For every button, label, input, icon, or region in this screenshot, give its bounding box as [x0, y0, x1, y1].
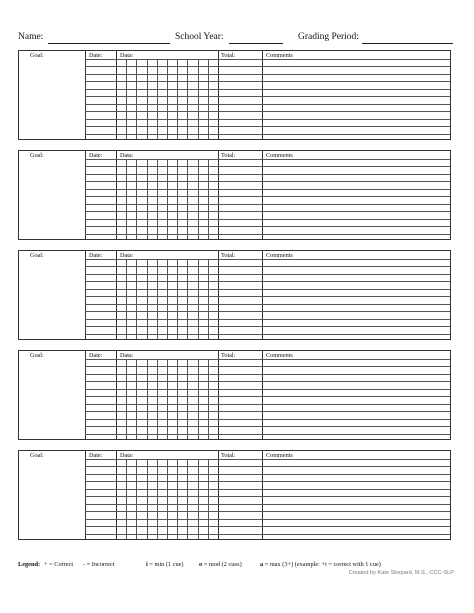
- legend-max-text: = max (3+) (example: +i = correct with 1 cue): [264, 561, 381, 568]
- grid-row-line: [85, 496, 450, 497]
- grid-row-line: [85, 74, 450, 75]
- grid-data-column-line: [147, 159, 148, 239]
- grid-row-line: [85, 111, 450, 112]
- grid-data-column-line: [198, 359, 199, 439]
- grid-row-line: [85, 226, 450, 227]
- legend-title: Legend:: [18, 561, 41, 568]
- date-label: Date:: [89, 252, 103, 259]
- grid-row-line: [85, 89, 450, 90]
- grid-row-line: [85, 326, 450, 327]
- goal-block-2: [18, 150, 451, 240]
- grid-row-line: [85, 359, 450, 360]
- grid-data-column-line: [167, 59, 168, 139]
- comments-label: Comments: [266, 52, 293, 59]
- grid-row-line: [85, 411, 450, 412]
- total-label: Total:: [221, 52, 236, 59]
- grid-data-column-line: [157, 259, 158, 339]
- grid-row-line: [85, 281, 450, 282]
- total-label: Total:: [221, 452, 236, 459]
- grid-row-line: [85, 204, 450, 205]
- comments-label: Comments: [266, 152, 293, 159]
- goal-label: Goal:: [30, 152, 44, 159]
- grid-data-column-line: [157, 159, 158, 239]
- grid-data-column-line: [187, 359, 188, 439]
- grid-row-line: [85, 474, 450, 475]
- grid-row-line: [85, 396, 450, 397]
- grid-data-column-line: [147, 59, 148, 139]
- grid-data-column-line: [187, 59, 188, 139]
- grid-data-column-line: [208, 59, 209, 139]
- legend-max: [260, 561, 381, 568]
- goal-block-5: [18, 450, 451, 540]
- grading-period-label: Grading Period:: [298, 32, 359, 42]
- grid-data-column-line: [187, 459, 188, 539]
- grid-row-line: [85, 534, 450, 535]
- grid-row-line: [85, 466, 450, 467]
- grid-data-column-line: [167, 359, 168, 439]
- grid-row-line: [85, 426, 450, 427]
- grid-row-line: [85, 104, 450, 105]
- grid-row-line: [85, 211, 450, 212]
- grid-data-column-line: [136, 159, 137, 239]
- grid-data-column-line: [177, 59, 178, 139]
- grid-row-line: [85, 434, 450, 435]
- header: [18, 32, 458, 46]
- grid-row-line: [85, 459, 450, 460]
- goal-block-4: [18, 350, 451, 440]
- date-label: Date:: [89, 452, 103, 459]
- name-label: Name:: [18, 32, 44, 42]
- grid-row-line: [85, 259, 450, 260]
- grid-row-line: [85, 489, 450, 490]
- grid-row-line: [85, 334, 450, 335]
- grid-data-column-line: [198, 459, 199, 539]
- grid-row-line: [85, 526, 450, 527]
- data-label: Data:: [120, 52, 134, 59]
- legend-min-key: i: [146, 561, 148, 568]
- legend-min-text: = min (1 cue): [149, 561, 184, 568]
- data-label: Data:: [120, 452, 134, 459]
- grid-row-line: [85, 266, 450, 267]
- grid-data-column-line: [147, 259, 148, 339]
- grid-data-column-line: [198, 59, 199, 139]
- grid-data-column-line: [177, 159, 178, 239]
- comments-label: Comments: [266, 252, 293, 259]
- grid-row-line: [85, 134, 450, 135]
- total-label: Total:: [221, 252, 236, 259]
- data-label: Data:: [120, 252, 134, 259]
- grid-row-line: [85, 274, 450, 275]
- grid-data-column-line: [157, 59, 158, 139]
- grid-row-line: [85, 311, 450, 312]
- grid-row-line: [85, 196, 450, 197]
- grid-data-column-line: [157, 459, 158, 539]
- grid-row-line: [85, 304, 450, 305]
- grid-data-column-line: [167, 459, 168, 539]
- grid-data-column-line: [126, 159, 127, 239]
- grid-row-line: [85, 66, 450, 67]
- grid-data-column-line: [136, 59, 137, 139]
- grid-data-column-line: [147, 459, 148, 539]
- credit-line: Created by Kate Shepard, M.S., CCC-SLP: [348, 570, 454, 576]
- grid-data-column-line: [187, 159, 188, 239]
- grading-period-field[interactable]: [362, 43, 453, 44]
- grid-data-column-line: [126, 459, 127, 539]
- grid-row-line: [85, 159, 450, 160]
- comments-label: Comments: [266, 452, 293, 459]
- legend-mod: [199, 561, 242, 568]
- total-label: Total:: [221, 352, 236, 359]
- grid-row-line: [85, 481, 450, 482]
- goal-block-3: [18, 250, 451, 340]
- legend-correct: + = Correct: [44, 561, 74, 568]
- grid-row-line: [85, 419, 450, 420]
- goal-label: Goal:: [30, 452, 44, 459]
- legend-mod-key: o: [199, 561, 203, 568]
- grid-data-column-line: [177, 359, 178, 439]
- grid-data-column-line: [167, 159, 168, 239]
- grid-row-line: [85, 59, 450, 60]
- legend-min: [146, 561, 183, 568]
- date-label: Date:: [89, 52, 103, 59]
- grid-data-column-line: [136, 259, 137, 339]
- grid-data-column-line: [208, 359, 209, 439]
- grid-row-line: [85, 166, 450, 167]
- grid-data-column-line: [126, 359, 127, 439]
- grid-row-line: [85, 289, 450, 290]
- grid-data-column-line: [126, 59, 127, 139]
- grid-row-line: [85, 219, 450, 220]
- goal-block-1: [18, 50, 451, 140]
- grid-data-column-line: [177, 459, 178, 539]
- grid-row-line: [85, 174, 450, 175]
- grid-data-column-line: [167, 259, 168, 339]
- grid-row-line: [85, 504, 450, 505]
- grid-row-line: [85, 189, 450, 190]
- grid-data-column-line: [147, 359, 148, 439]
- grid-data-column-line: [187, 259, 188, 339]
- grid-row-line: [85, 296, 450, 297]
- grid-data-column-line: [157, 359, 158, 439]
- grid-row-line: [85, 126, 450, 127]
- grid-data-column-line: [136, 459, 137, 539]
- total-label: Total:: [221, 152, 236, 159]
- grid-row-line: [85, 366, 450, 367]
- grid-data-column-line: [198, 259, 199, 339]
- grid-row-line: [85, 234, 450, 235]
- grid-row-line: [85, 519, 450, 520]
- data-label: Data:: [120, 152, 134, 159]
- grid-row-line: [85, 389, 450, 390]
- grid-row-line: [85, 319, 450, 320]
- goal-label: Goal:: [30, 352, 44, 359]
- date-label: Date:: [89, 152, 103, 159]
- grid-data-column-line: [198, 159, 199, 239]
- data-label: Data:: [120, 352, 134, 359]
- grid-data-column-line: [126, 259, 127, 339]
- grid-data-column-line: [208, 259, 209, 339]
- grid-row-line: [85, 374, 450, 375]
- legend-incorrect: - = Incorrect: [83, 561, 115, 568]
- grid-row-line: [85, 181, 450, 182]
- grid-data-column-line: [208, 459, 209, 539]
- grid-data-column-line: [177, 259, 178, 339]
- school-year-field[interactable]: [229, 43, 283, 44]
- grid-row-line: [85, 511, 450, 512]
- goal-label: Goal:: [30, 252, 44, 259]
- legend-max-key: a: [260, 561, 264, 568]
- grid-row-line: [85, 119, 450, 120]
- grid-row-line: [85, 81, 450, 82]
- date-label: Date:: [89, 352, 103, 359]
- grid-row-line: [85, 381, 450, 382]
- grid-data-column-line: [208, 159, 209, 239]
- goal-label: Goal:: [30, 52, 44, 59]
- grid-row-line: [85, 96, 450, 97]
- school-year-label: School Year:: [175, 32, 224, 42]
- legend-mod-text: = mod (2 cues): [203, 561, 242, 568]
- grid-row-line: [85, 404, 450, 405]
- name-field[interactable]: [48, 43, 170, 44]
- grid-data-column-line: [136, 359, 137, 439]
- comments-label: Comments: [266, 352, 293, 359]
